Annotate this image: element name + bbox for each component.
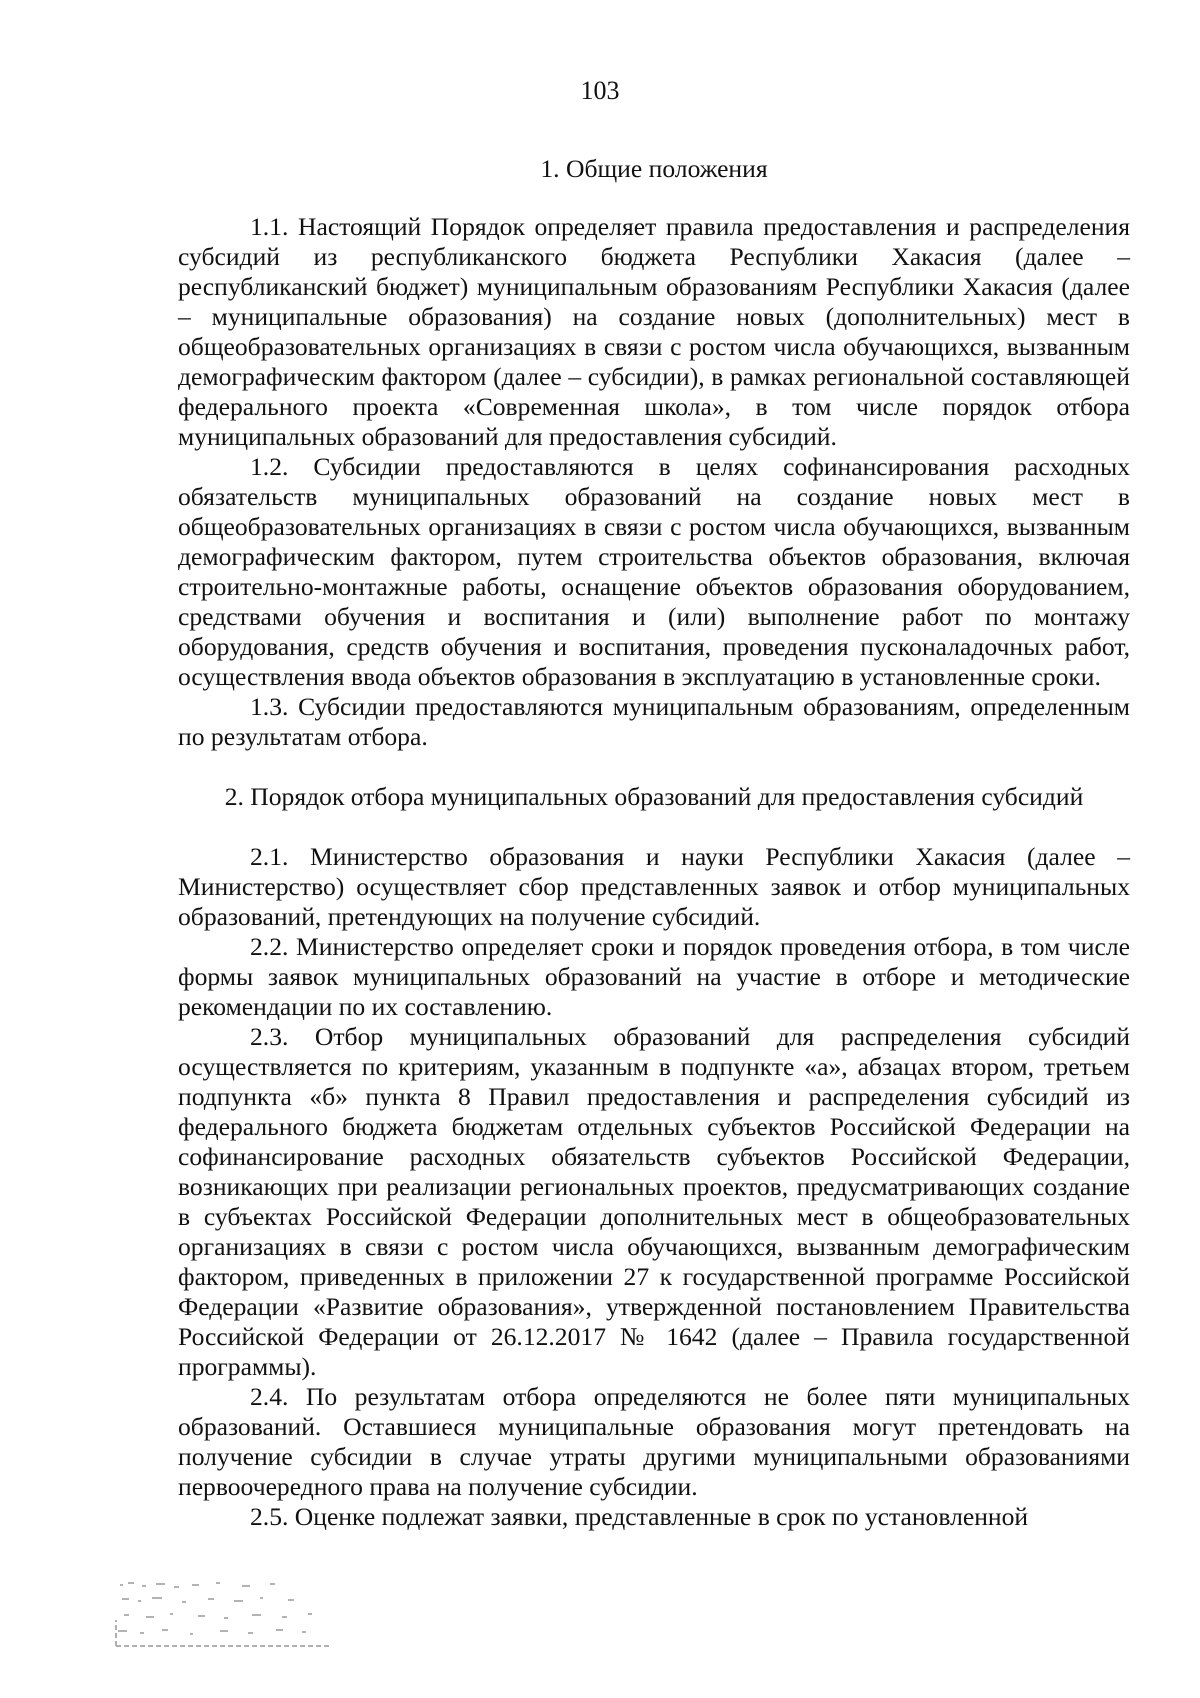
paragraph-2-4: 2.4. По результатам отбора определяются не более пяти муниципальных образований. Оставшиеся муниципальные образования могут претендовать на получение субсидии в случае утраты другими муниципальными образованиями первоочередного права на получение субсидии. xyxy=(178,1382,1130,1501)
document-body xyxy=(178,154,1130,1532)
section-2-heading: 2. Порядок отбора муниципальных образований для предоставления субсидий xyxy=(224,782,1084,811)
section-1-heading: 1. Общие положения xyxy=(540,154,768,183)
paragraph-1-3: 1.3. Субсидии предоставляются муниципальным образованиям, определенным по результатам отбора. xyxy=(178,692,1130,751)
paragraph-2-2: 2.2. Министерство определяет сроки и порядок проведения отбора, в том числе формы заявок муниципальных образований на участие в отборе и методические рекомендации по их составлению. xyxy=(178,932,1130,1021)
page-number: 103 xyxy=(580,76,620,105)
scan-stamp-mark xyxy=(112,1576,334,1654)
paragraph-2-3: 2.3. Отбор муниципальных образований для распределения субсидий осуществляется по критериям, указанным в подпункте «а», абзацах втором, третьем подпункта «б» пункта 8 Правил предоставления и распределения субсидий из федерального бюджета бюджетам отдельных субъектов Российской Федерации на софинансирование расходных обязательств субъектов Российской Федерации, возникающих при реализации региональных проектов, предусматривающих создание в субъектах Российской Федерации дополнительных мест в общеобразовательных организациях в связи с ростом числа обучающихся, вызванным демографическим фактором, приведенных в приложении 27 к государственной программе Российской Федерации «Развитие образования», утвержденной постановлением Правительства Российской Федерации от 26.12.2017 № 1642 (далее – Правила государственной программы). xyxy=(178,1022,1130,1381)
paragraph-2-1: 2.1. Министерство образования и науки Республики Хакасия (далее – Министерство) осуществляет сбор представленных заявок и отбор муниципальных образований, претендующих на получение субсидий. xyxy=(178,842,1130,931)
paragraph-2-5: 2.5. Оценке подлежат заявки, представленные в срок по установленной xyxy=(250,1502,1029,1531)
paragraph-1-1: 1.1. Настоящий Порядок определяет правила предоставления и распределения субсидий из республиканского бюджета Республики Хакасия (далее – республиканский бюджет) муниципальным образованиям Республики Хакасия (далее – муниципальные образования) на создание новых (дополнительных) мест в общеобразовательных организациях в связи с ростом числа обучающихся, вызванным демографическим фактором (далее – субсидии), в рамках региональной составляющей федерального проекта «Современная школа», в том числе порядок отбора муниципальных образований для предоставления субсидий. xyxy=(178,212,1130,451)
paragraph-1-2: 1.2. Субсидии предоставляются в целях софинансирования расходных обязательств муниципальных образований на создание новых мест в общеобразовательных организациях в связи с ростом числа обучающихся, вызванным демографическим фактором, путем строительства объектов образования, включая строительно-монтажные работы, оснащение объектов образования оборудованием, средствами обучения и воспитания и (или) выполнение работ по монтажу оборудования, средств обучения и воспитания, проведения пусконаладочных работ, осуществления ввода объектов образования в эксплуатацию в установленные сроки. xyxy=(178,452,1130,691)
